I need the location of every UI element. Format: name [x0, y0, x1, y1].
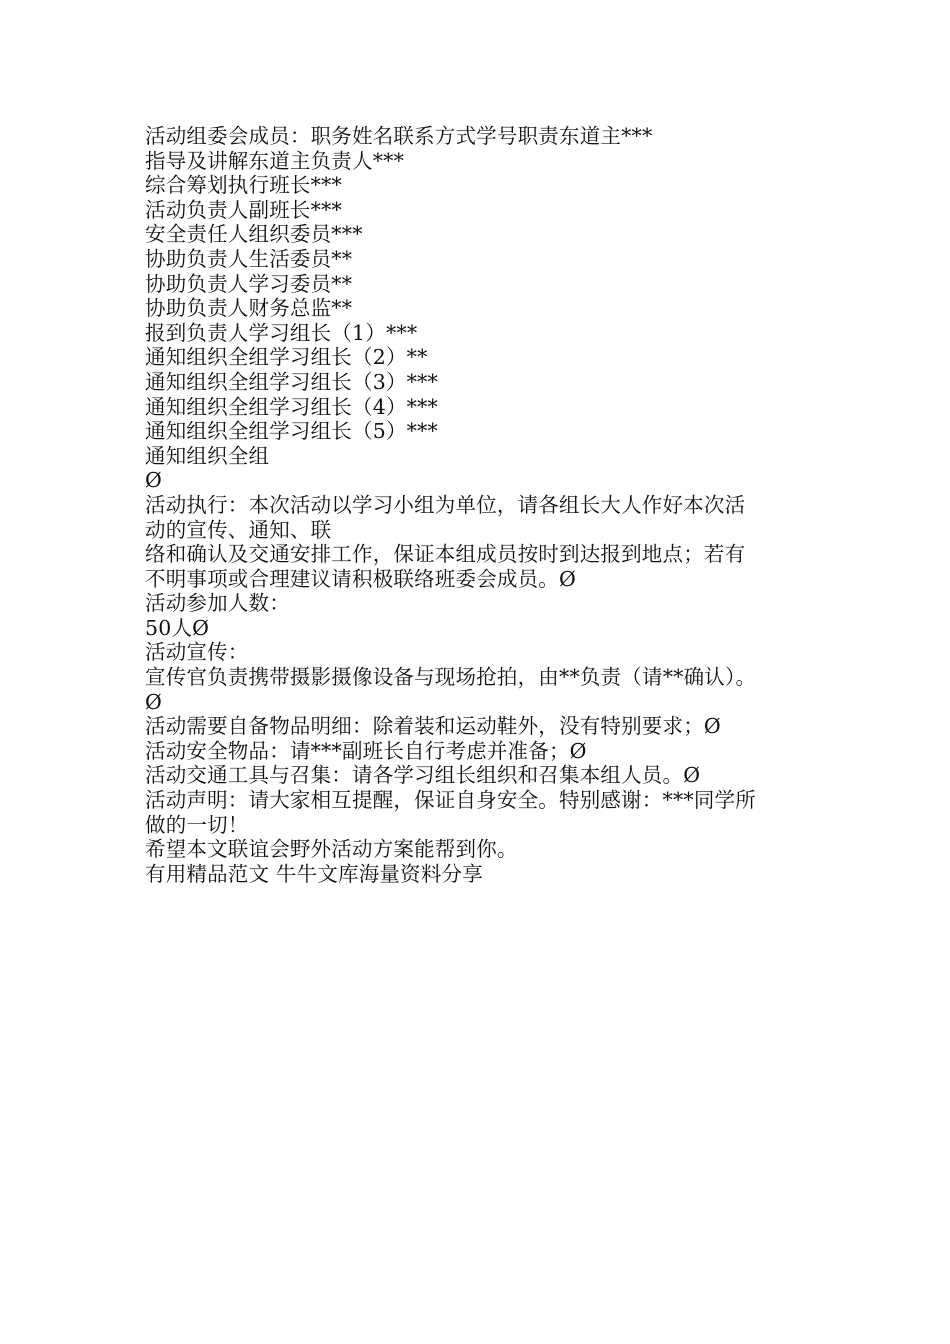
transport-line: 活动交通工具与召集：请各学习组长组织和召集本组人员。Ø — [145, 763, 701, 788]
safety-officer-line: 安全责任人组织委员*** — [145, 222, 363, 247]
assist-finance-line: 协助负责人财务总监** — [145, 296, 353, 321]
committee-members-line: 活动组委会成员：职务姓名联系方式学号职责东道主*** — [145, 124, 653, 148]
planning-monitor-line: 综合筹划执行班长*** — [145, 173, 342, 198]
assist-study-committee-line: 协助负责人学习委员** — [145, 271, 353, 296]
bullet-marker-line: Ø — [145, 468, 163, 493]
group-leader-2-line: 通知组织全组学习组长（2）** — [145, 345, 428, 370]
participants-count-line: 50人Ø — [145, 615, 210, 640]
safety-supplies-line: 活动安全物品：请***副班长自行考虑并准备；Ø — [145, 738, 587, 763]
group-leader-3-line: 通知组织全组学习组长（3）*** — [145, 369, 438, 394]
notify-group-line: 通知组织全组 — [145, 443, 270, 468]
participants-heading-line: 活动参加人数： — [145, 591, 290, 616]
publicity-detail-line: 宣传官负责携带摄影摄像设备与现场抢拍，由**负责（请**确认）。 — [145, 665, 757, 690]
execution-line-1: 活动执行：本次活动以学习小组为单位，请各组长大人作好本次活 — [145, 492, 746, 517]
supplies-line: 活动需要自备物品明细：除着装和运动鞋外，没有特别要求；Ø — [145, 714, 721, 739]
group-leader-5-line: 通知组织全组学习组长（5）*** — [145, 419, 438, 444]
execution-line-3: 络和确认及交通安排工作，保证本组成员按时到达报到地点；若有 — [145, 542, 746, 567]
group-leader-4-line: 通知组织全组学习组长（4）*** — [145, 394, 438, 419]
statement-line-1: 活动声明：请大家相互提醒，保证自身安全。特别感谢：***同学所 — [145, 788, 756, 813]
publicity-heading-line: 活动宣传： — [145, 640, 249, 665]
footer-line: 有用精品范文 牛牛文库海量资料分享 — [145, 861, 483, 886]
statement-line-2: 做的一切！ — [145, 812, 249, 837]
activity-vice-monitor-line: 活动负责人副班长*** — [145, 197, 342, 222]
execution-line-4: 不明事项或合理建议请积极联络班委会成员。Ø — [145, 566, 577, 591]
document-body — [145, 124, 825, 886]
closing-line: 希望本文联谊会野外活动方案能帮到你。 — [145, 837, 518, 862]
assist-life-committee-line: 协助负责人生活委员** — [145, 246, 353, 271]
guide-host-line: 指导及讲解东道主负责人*** — [145, 148, 405, 173]
registration-leader-line: 报到负责人学习组长（1）*** — [145, 320, 418, 345]
execution-line-2: 动的宣传、通知、联 — [145, 517, 332, 542]
bullet-marker-line-2: Ø — [145, 689, 163, 714]
